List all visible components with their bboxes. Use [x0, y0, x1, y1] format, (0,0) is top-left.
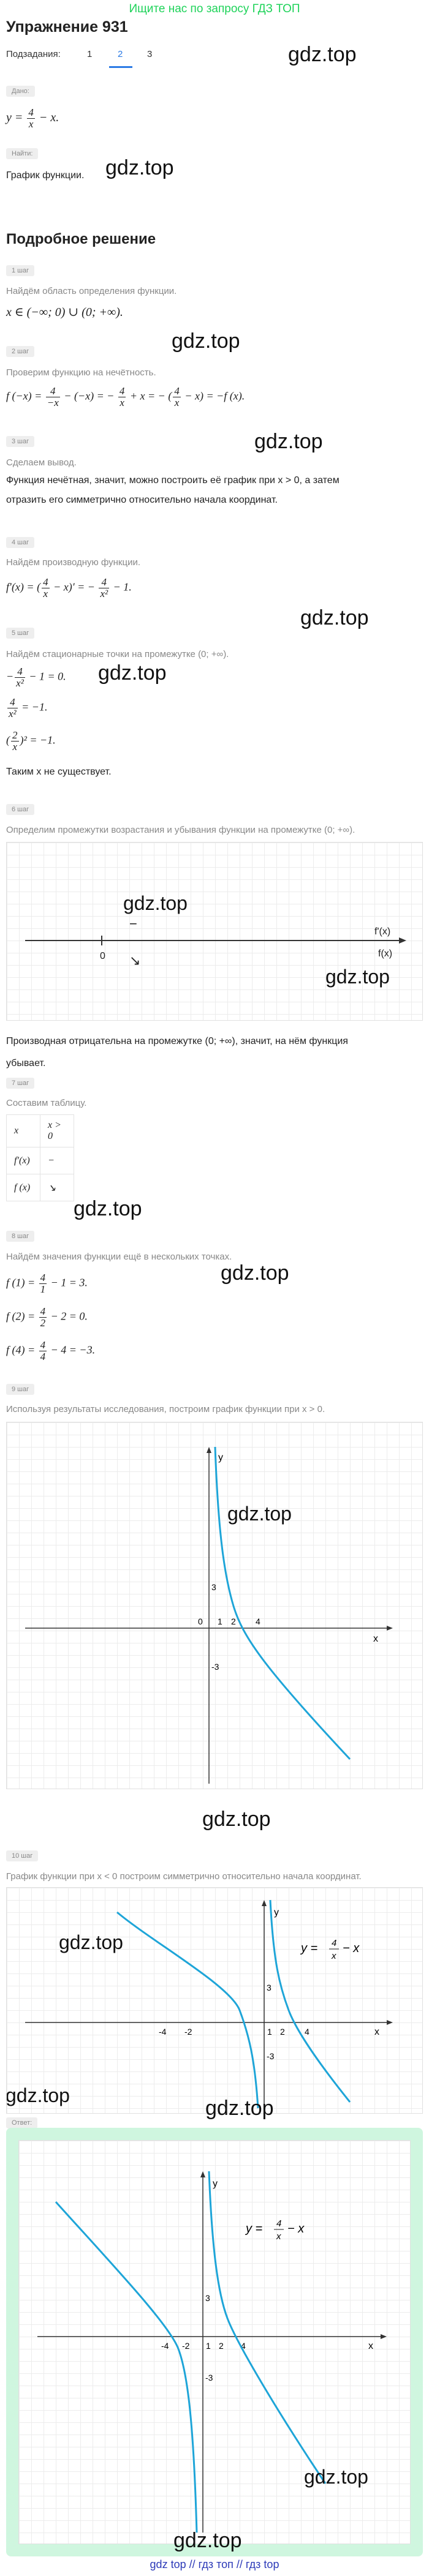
svg-text:1: 1 [267, 2027, 272, 2037]
given-formula: y = $\frac{4}{x}$ − x. [6, 107, 59, 130]
subtask-tab-1[interactable]: 1 [87, 49, 93, 59]
svg-text:4: 4 [332, 1938, 337, 1948]
step-4-label: 4 шаг [6, 537, 34, 548]
graph-box-full [6, 1887, 423, 2114]
find-label: Найти: [6, 148, 38, 159]
sign-decrease-arrow: ↘ [129, 953, 141, 968]
step-3-note: Сделаем вывод. [6, 457, 77, 468]
step-5-eq-3: ( $\frac{2}{x}$ )² = −1. [6, 729, 56, 753]
step-3-line-2: отразить его симметрично относительно начала координат. [6, 495, 278, 505]
step-8-row-2: f (2) = $\frac{4}{2}$ − 2 = 0. [6, 1305, 88, 1329]
watermark: gdz.top [304, 2466, 368, 2488]
table-row: f (x) ↘ [7, 1174, 74, 1201]
svg-text:− x: − x [343, 1942, 360, 1955]
step-8-label: 8 шаг [6, 1231, 34, 1242]
svg-text:− x: − x [287, 2222, 305, 2236]
step-5-conclusion: Таким x не существует. [6, 767, 112, 777]
step-7-label: 7 шаг [6, 1078, 34, 1089]
svg-text:4: 4 [276, 2218, 282, 2229]
graph-full [7, 1888, 423, 2114]
origin-label: 0 [198, 1617, 203, 1626]
top-search-hint-link[interactable]: Ищите нас по запросу ГДЗ ТОП [129, 2, 300, 15]
given-label: Дано: [6, 86, 35, 97]
step-1-note: Найдём область определения функции. [6, 286, 177, 296]
step-7-note: Составим таблицу. [6, 1098, 87, 1108]
tick-label-3: 3 [211, 1582, 216, 1592]
step-8-row-1: f (1) = $\frac{4}{1}$ − 1 = 3. [6, 1272, 88, 1295]
sign-chart [7, 843, 423, 1021]
function-curve-positive [209, 2171, 325, 2484]
watermark: gdz.top [254, 430, 323, 453]
svg-text:4: 4 [305, 2027, 309, 2037]
function-curve-negative [56, 2202, 197, 2533]
watermark: gdz.top [59, 1931, 123, 1953]
step-5-label: 5 шаг [6, 628, 34, 639]
svg-text:-2: -2 [182, 2341, 190, 2351]
sign-minus: − [129, 916, 137, 931]
step-4-math: f′(x) = ( $\frac{4}{x}$ − x)′ = − $\frac{4}{\text{x²}}$ − 1. [6, 576, 132, 599]
watermark: gdz.top [74, 1197, 142, 1220]
step-8-note: Найдём значения функции ещё в нескольких точках. [6, 1252, 232, 1262]
sign-chart-box [6, 842, 423, 1021]
function-curve-positive [215, 1447, 350, 1759]
step-6-conclusion-2: убывает. [6, 1058, 46, 1068]
formula-label: y = [301, 1942, 318, 1955]
svg-text:-3: -3 [205, 2373, 213, 2383]
step-5-note: Найдём стационарные точки на промежутке (0; +∞). [6, 649, 229, 659]
watermark: gdz.top [205, 2097, 274, 2120]
step-2-math: f (−x) = $\frac{4}{-x}$ − (−x) = − $\frac{4}{x}$ + x = − ( $\frac{4}{x}$ − x) = −f (x). [6, 385, 245, 408]
svg-text:3: 3 [205, 2293, 210, 2303]
find-text: График функции. [6, 170, 85, 181]
watermark: gdz.top [105, 156, 174, 179]
tick-label-1: 1 [218, 1617, 222, 1626]
watermark: gdz.top [123, 892, 188, 914]
svg-text:-4: -4 [159, 2027, 167, 2037]
svg-text:1: 1 [206, 2341, 211, 2351]
watermark: gdz.top [227, 1503, 292, 1525]
sign-zero-label: 0 [100, 951, 105, 961]
watermark: gdz.top [172, 329, 240, 353]
step-9-note: Используя результаты исследования, построим график функции при x > 0. [6, 1404, 325, 1414]
step-1-math: x ∈ (−∞; 0) ∪ (0; +∞). [6, 306, 123, 319]
svg-text:x: x [368, 2341, 373, 2351]
graph-box-positive [6, 1422, 423, 1789]
watermark: gdz.top [7, 2084, 70, 2106]
watermark: gdz.top [221, 1261, 289, 1285]
svg-text:-3: -3 [267, 2051, 275, 2061]
step-6-conclusion-1: Производная отрицательна на промежутке (0; +∞), значит, на нём функция [6, 1036, 348, 1046]
svg-text:2: 2 [280, 2027, 285, 2037]
answer-label: Ответ: [6, 2117, 37, 2128]
watermark: gdz.top [98, 661, 167, 685]
subtask-tab-3[interactable]: 3 [147, 49, 153, 59]
table-row: x x > 0 [7, 1115, 74, 1147]
active-subtask-indicator [109, 66, 132, 68]
svg-text:x: x [276, 2231, 281, 2242]
table-row: f′(x) − [7, 1147, 74, 1174]
svg-text:y: y [213, 2179, 218, 2189]
subtask-tab-2[interactable]: 2 [118, 49, 123, 59]
y-axis-label: y [218, 1452, 223, 1463]
step-8-row-3: f (4) = $\frac{4}{4}$ − 4 = −3. [6, 1339, 96, 1362]
step-3-line-1: Функция нечётная, значит, можно построить её график при x > 0, а затем [6, 475, 340, 486]
step-2-label: 2 шаг [6, 346, 34, 357]
footer-links[interactable]: gdz top // гдз топ // гдз top [150, 2558, 279, 2570]
svg-text:2: 2 [219, 2341, 224, 2351]
fprime-label: f'(x) [374, 926, 391, 937]
svg-text:-4: -4 [161, 2341, 169, 2351]
svg-text:-2: -2 [184, 2027, 192, 2037]
tick-label-minus-3: -3 [211, 1662, 219, 1672]
graph-answer [19, 2141, 411, 2545]
step-9-label: 9 шаг [6, 1384, 34, 1395]
step-10-label: 10 шаг [6, 1850, 38, 1861]
function-curve-positive [270, 1900, 350, 2102]
svg-text:y: y [274, 1907, 279, 1918]
step-5-eq-2: $\frac{4}{\text{x²}}$ = −1. [9, 696, 48, 719]
step-6-label: 6 шаг [6, 804, 34, 815]
step-4-note: Найдём производную функции. [6, 557, 140, 568]
graph-positive [7, 1422, 423, 1790]
watermark: gdz.top [202, 1808, 271, 1831]
watermark: gdz.top [288, 43, 357, 66]
step-1-label: 1 шаг [6, 265, 34, 276]
sign-axis-arrow [399, 937, 406, 944]
tick-label-2: 2 [231, 1617, 236, 1626]
step-10-note: График функции при x < 0 построим симметрично относительно начала координат. [6, 1871, 362, 1882]
tick-label-4: 4 [256, 1617, 260, 1626]
svg-text:x: x [374, 2027, 379, 2037]
function-curve-negative [117, 1912, 258, 2108]
page-title: Упражнение 931 [6, 18, 128, 36]
x-axis-label: x [373, 1634, 378, 1644]
step-5-eq-1: − $\frac{4}{\text{x²}}$ − 1 = 0. [6, 666, 66, 689]
graph-box-answer [18, 2140, 411, 2544]
svg-text:3: 3 [267, 1983, 271, 1992]
svg-text:y =: y = [246, 2222, 263, 2236]
step-3-label: 3 шаг [6, 436, 34, 447]
solution-title: Подробное решение [6, 231, 156, 247]
svg-text:x: x [332, 1951, 336, 1961]
watermark: gdz.top [173, 2529, 242, 2552]
subtasks-label: Подзадания: [6, 49, 61, 59]
svg-text:4: 4 [241, 2341, 246, 2351]
step-2-note: Проверим функцию на нечётность. [6, 367, 156, 378]
watermark: gdz.top [300, 606, 369, 629]
step-6-note: Определим промежутки возрастания и убывания функции на промежутке (0; +∞). [6, 825, 355, 835]
f-label: f(x) [378, 948, 393, 959]
monotonicity-table [6, 1114, 74, 1201]
watermark: gdz.top [325, 966, 390, 988]
